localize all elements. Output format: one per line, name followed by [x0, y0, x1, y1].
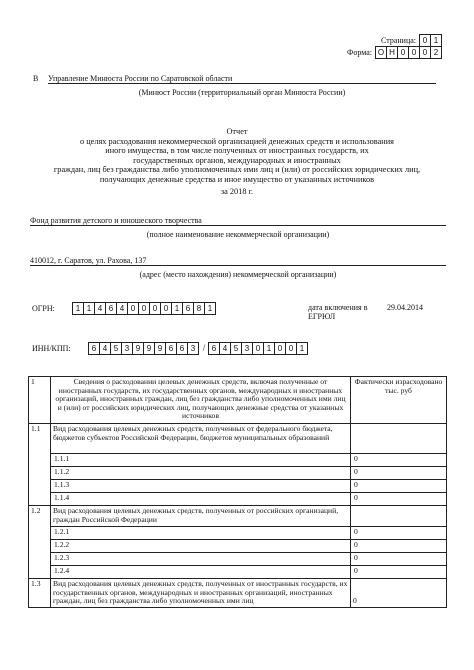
ogrn-digit: 1: [171, 302, 183, 315]
subrow-code: 1.1.3: [51, 480, 350, 493]
egrul-date-value: 29.04.2014: [387, 303, 423, 312]
ogrn-digit: 6: [105, 302, 117, 315]
subrow-code-list: [51, 527, 350, 578]
kpp-digit: 5: [230, 342, 242, 355]
form-label: Форма:: [347, 47, 372, 57]
kpp-digit: 0: [274, 342, 286, 355]
header-value: Фактически израсходовано тыс. руб: [351, 377, 447, 424]
form-char: 0: [397, 46, 409, 59]
report-line: государственных органов, международных и иностранных: [133, 155, 341, 165]
section-value: 0: [351, 579, 447, 608]
ogrn-digit: 1: [204, 302, 216, 315]
subrow-value-list: [351, 454, 446, 505]
section-description: Вид расходования целевых денежных средств, полученных от российских организаций, граждан Российской Федерации: [51, 506, 351, 527]
organization-name: Фонд развития детского и юношеского творчества: [30, 216, 446, 226]
page-label: Страница:: [381, 35, 416, 45]
form-char: О: [375, 46, 387, 59]
section-code: 1.2: [29, 506, 51, 579]
ogrn-digit: 4: [94, 302, 106, 315]
section-value: [351, 424, 447, 454]
inn-digit: 6: [88, 342, 100, 355]
subrow-value: 0: [351, 553, 446, 566]
kpp-digit: 0: [285, 342, 297, 355]
report-line: иного имущества, в том числе полученных от иностранных государств, их: [105, 146, 369, 156]
inn-digit: 9: [143, 342, 155, 355]
report-line: о целях расходования некоммерческой организацией денежных средств и использования: [80, 136, 394, 146]
form-code-block: [300, 46, 442, 59]
subrow-value: 0: [354, 566, 358, 575]
ogrn-digit: 0: [127, 302, 139, 315]
ogrn-digit: 4: [116, 302, 128, 315]
ogrn-cells: [72, 302, 216, 315]
inn-digit: 6: [176, 342, 188, 355]
ogrn-digit: 6: [182, 302, 194, 315]
kpp-digit: 3: [241, 342, 253, 355]
ogrn-label: ОГРН:: [32, 304, 55, 313]
section-value: [351, 506, 447, 527]
report-title-block: [28, 127, 446, 197]
inn-kpp-label: ИНН/КПП:: [32, 344, 71, 353]
subrow-code: 1.1.1: [51, 454, 350, 467]
addressee-caption: (Минюст России (территориальный орган Минюста России): [138, 88, 346, 97]
ogrn-digit: 0: [149, 302, 161, 315]
page-digit: 1: [430, 34, 442, 47]
subrow-value-list: [351, 527, 446, 578]
addressee-prefix: В: [33, 74, 39, 83]
form-char: Н: [386, 46, 398, 59]
subrow-codes: [51, 527, 351, 579]
subrow-code-list: [51, 454, 350, 505]
egrul-date-label: дата включения в ЕГРЮЛ: [308, 303, 368, 322]
report-title: Отчет: [226, 127, 248, 136]
subrow-values: [351, 454, 447, 506]
subrow-code: 1.2.4: [54, 566, 70, 575]
subrow-code: 1.2.2: [51, 540, 350, 553]
form-char: 0: [408, 46, 420, 59]
section-description: Вид расходования целевых денежных средств, полученных от иностранных государств, их государственных органов, международных и иностранных организаций, иностранных граждан, лиц без гражданства либо уполномоченных ими лиц: [51, 579, 351, 608]
subrow-code: 1.1.2: [51, 467, 350, 480]
subrow-code: 1.2.3: [51, 553, 350, 566]
section-code: 1.1: [29, 424, 51, 506]
subrow-code: 1.2.1: [51, 527, 350, 540]
addressee-value: Управление Минюста России по Саратовской области: [48, 74, 436, 84]
report-line: граждан, лиц без гражданства либо уполномоченных ими лиц и (или) от российских юридических лиц,: [53, 165, 421, 175]
page-digit: 0: [419, 34, 431, 47]
section-row: [29, 579, 447, 608]
subrow-value: 0: [354, 493, 358, 502]
inn-digit: 5: [110, 342, 122, 355]
kpp-digit: 0: [252, 342, 264, 355]
kpp-digit: 1: [263, 342, 275, 355]
ogrn-digit: 1: [83, 302, 95, 315]
subrow-value: 0: [351, 454, 446, 467]
inn-kpp-cells: [88, 342, 308, 355]
subrow-values: [351, 527, 447, 579]
header-description: Сведения о расходовании целевых денежных средств, включая полученные от иностранных государств, их государственных органов, международных и иностранных организаций, иностранных граждан, лиц без гражданства либо уполномоченных ими лиц и (или) от российских юридических лиц, получающих денежные средства от указанных источников: [51, 377, 351, 424]
form-code-cells: [375, 46, 442, 59]
report-line: получающих денежные средства и иное имущество от указанных источников: [99, 174, 375, 184]
ogrn-digit: 8: [193, 302, 205, 315]
subrows-block: [29, 527, 447, 579]
expenditure-table: [28, 376, 447, 608]
header-num: 1: [29, 377, 51, 424]
ogrn-digit: 0: [138, 302, 150, 315]
subrow-code: 1.1.4: [54, 493, 70, 502]
section-code: 1.3: [29, 579, 51, 608]
organization-name-caption: (полное наименование некоммерческой организации): [146, 230, 330, 239]
kpp-digit: 4: [219, 342, 231, 355]
subrows-block: [29, 454, 447, 506]
subrow-value: 0: [351, 467, 446, 480]
subrow-codes: [51, 454, 351, 506]
inn-kpp-separator: /: [202, 343, 206, 353]
table-header-row: [29, 377, 447, 424]
inn-digit: 3: [121, 342, 133, 355]
subrow-value: 0: [351, 540, 446, 553]
report-year: за 2018 г.: [220, 187, 254, 197]
section-row: [29, 506, 447, 527]
inn-digit: 9: [154, 342, 166, 355]
form-char: 0: [419, 46, 431, 59]
inn-digit: 9: [132, 342, 144, 355]
section-row: [29, 424, 447, 454]
inn-digit: 3: [187, 342, 199, 355]
kpp-digit: 1: [296, 342, 308, 355]
subrow-value: 0: [351, 527, 446, 540]
section-description: Вид расходования целевых денежных средств, полученных от федерального бюджета, бюджетов субъектов Российской Федерации, бюджетов муниципальных образований: [51, 424, 351, 454]
organization-address-caption: (адрес (место нахождения) некоммерческой организации): [139, 270, 337, 279]
kpp-digit: 6: [208, 342, 220, 355]
organization-address: 410012, г. Саратов, ул. Рахова, 137: [30, 256, 446, 266]
subrow-value: 0: [351, 480, 446, 493]
inn-digit: 4: [99, 342, 111, 355]
form-char: 2: [430, 46, 442, 59]
ogrn-digit: 0: [160, 302, 172, 315]
ogrn-digit: 1: [72, 302, 84, 315]
inn-digit: 6: [165, 342, 177, 355]
